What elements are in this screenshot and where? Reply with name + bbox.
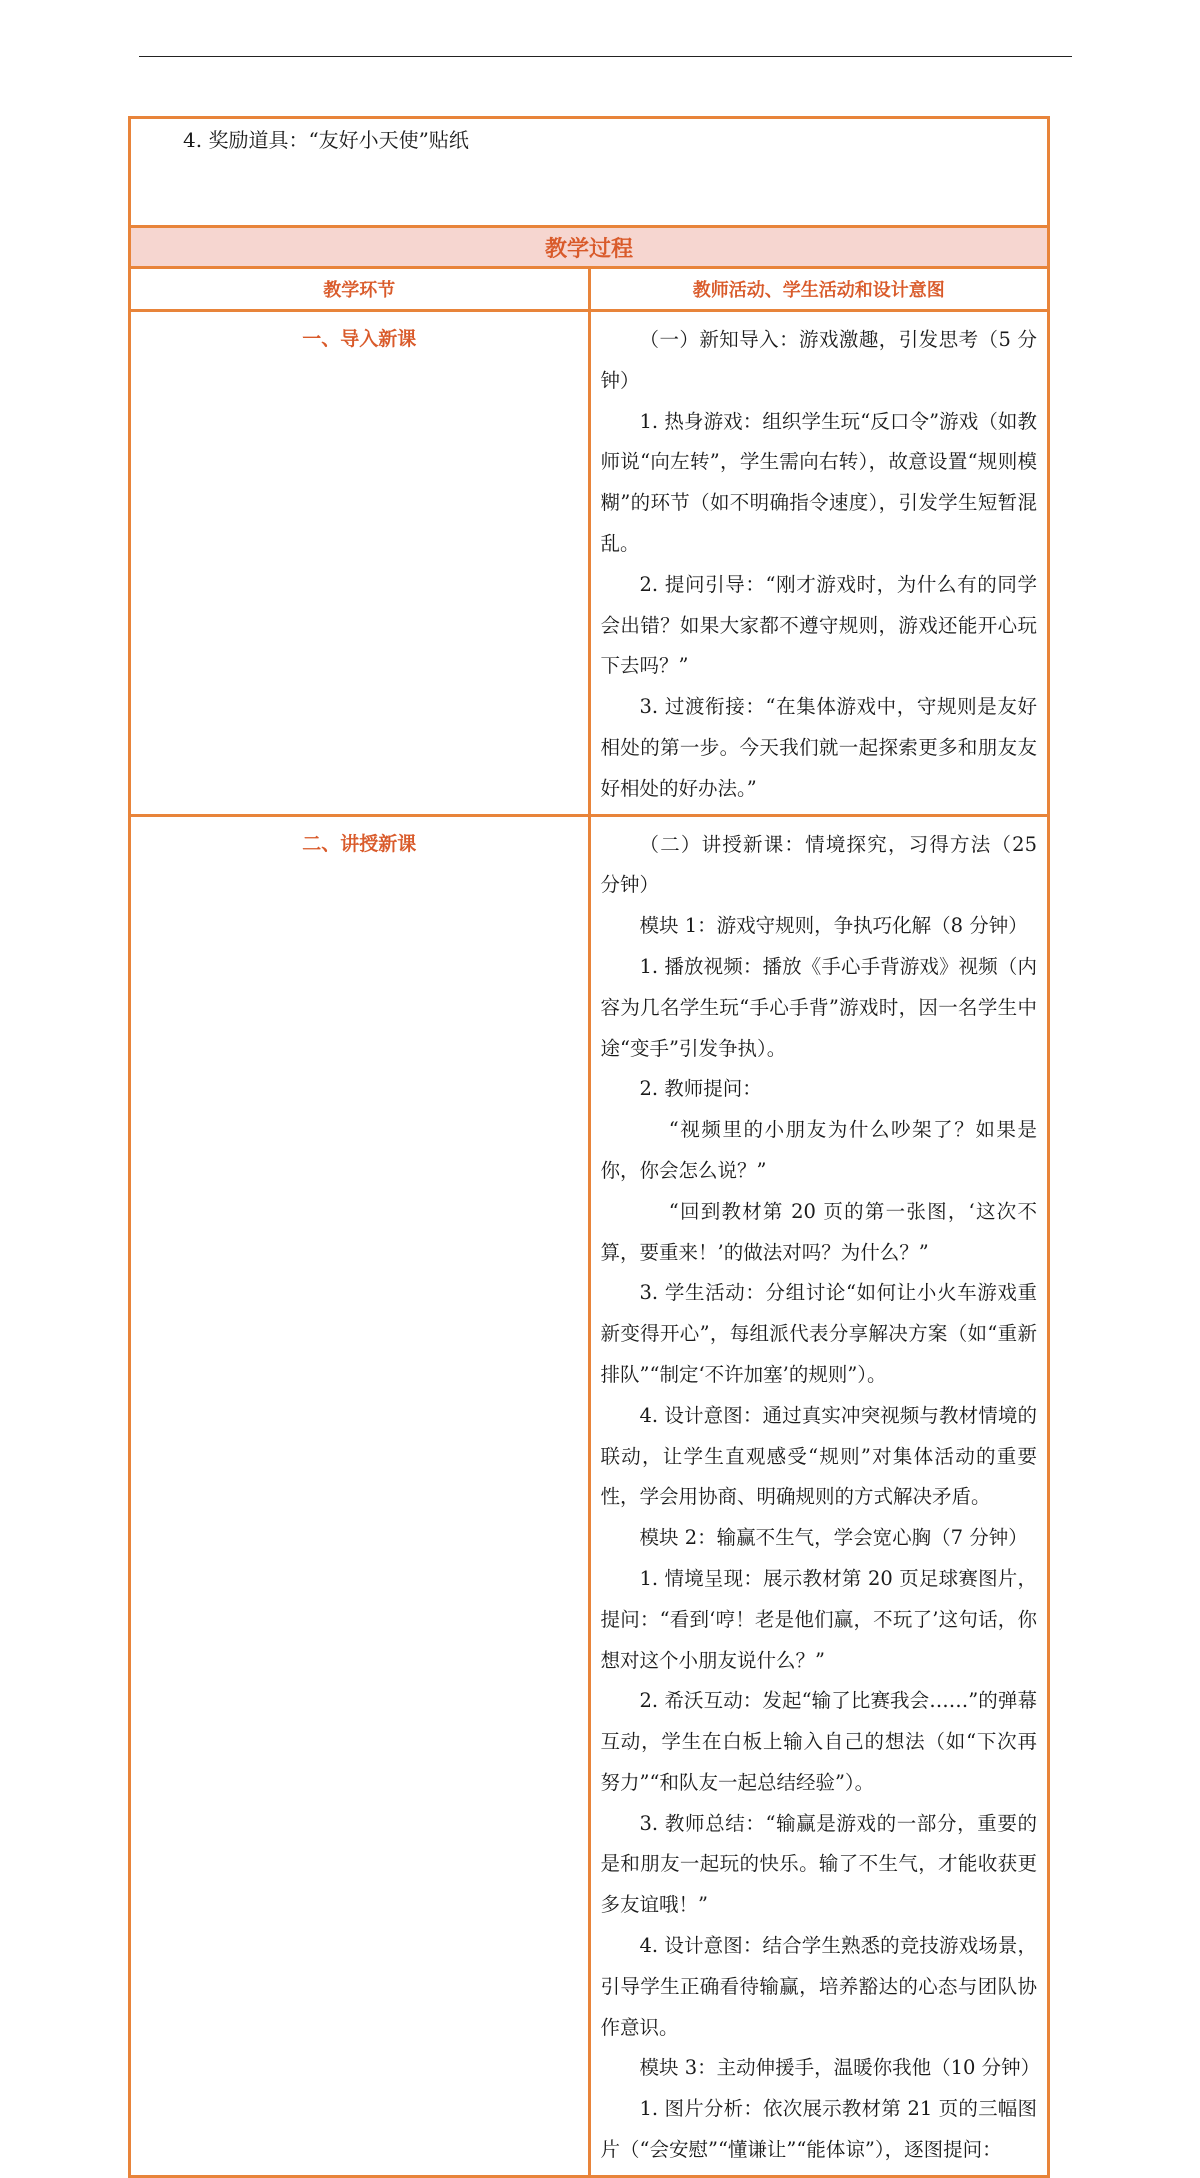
content-line: 模块 3：主动伸援手，温暖你我他（10 分钟） <box>639 2056 1041 2080</box>
material-item-4: 4. 奖励道具：“友好小天使”贴纸 <box>183 128 469 152</box>
content-line: 4. 设计意图：通过真实冲突视频与教材情境的联动，让学生直观感受“规则”对集体活动的重要性，学会用协商、明确规则的方式解决矛盾。 <box>600 1403 1037 1509</box>
content-line: 模块 2：输赢不生气，学会宽心胸（7 分钟） <box>639 1526 1028 1550</box>
stage-label-intro: 一、导入新课 <box>130 311 590 816</box>
section-title: 教学过程 <box>130 227 1049 268</box>
content-line: 2. 希沃互动：发起“输了比赛我会……”的弹幕互动，学生在白板上输入自己的想法（如“下次再努力”“和队友一起总结经验”）。 <box>600 1689 1037 1794</box>
content-line: “视频里的小朋友为什么吵架了？如果是你，你会怎么说？” <box>600 1118 1037 1182</box>
content-line: 1. 图片分析：依次展示教材第 21 页的三幅图片（“会安慰”“懂谦让”“能体谅”），逐图提问： <box>600 2097 1037 2162</box>
content-line: 1. 情境呈现：展示教材第 20 页足球赛图片，提问：“看到‘哼！老是他们赢，不玩了’这句话，你想对这个小朋友说什么？” <box>600 1566 1037 1672</box>
content-line: 2. 提问引导：“刚才游戏时，为什么有的同学会出错？如果大家都不遵守规则，游戏还能开心玩下去吗？” <box>600 572 1037 678</box>
stage-row-intro <box>130 311 1049 816</box>
content-line: （二）讲授新课：情境探究，习得方法（25 分钟） <box>600 832 1037 897</box>
content-line: 4. 设计意图：结合学生熟悉的竞技游戏场景，引导学生正确看待输赢，培养豁达的心态与团队协作意识。 <box>600 1934 1037 2039</box>
stage-content-teaching <box>589 815 1049 2176</box>
content-line: 3. 教师总结：“输赢是游戏的一部分，重要的是和朋友一起玩的快乐。输了不生气，才能收获更多友谊哦！” <box>600 1811 1037 1917</box>
section-title-row <box>130 227 1049 268</box>
content-line: 模块 1：游戏守规则，争执巧化解（8 分钟） <box>639 914 1028 938</box>
content-line: “回到教材第 20 页的第一张图，‘这次不算，要重来！’的做法对吗？为什么？” <box>600 1199 1037 1264</box>
content-line: 3. 过渡衔接：“在集体游戏中，守规则是友好相处的第一步。今天我们就一起探索更多和朋友友好相处的好办法。” <box>600 695 1037 800</box>
column-header-row <box>130 268 1049 311</box>
column-header-stage: 教学环节 <box>130 268 590 311</box>
materials-row <box>130 118 1049 227</box>
lesson-plan-table <box>128 116 1050 2178</box>
materials-cell <box>130 118 1049 227</box>
content-line: 2. 教师提问： <box>639 1077 762 1101</box>
header-rule <box>139 56 1072 57</box>
content-line: （一）新知导入：游戏激趣，引发思考（5 分钟） <box>600 328 1037 392</box>
stage-content-intro <box>589 311 1049 816</box>
column-header-activity: 教师活动、学生活动和设计意图 <box>589 268 1049 311</box>
content-line: 3. 学生活动：分组讨论“如何让小火车游戏重新变得开心”，每组派代表分享解决方案（如“重新排队”“制定‘不许加塞’的规则”）。 <box>600 1281 1037 1386</box>
stage-row-teaching <box>130 815 1049 2176</box>
content-line: 1. 热身游戏：组织学生玩“反口令”游戏（如教师说“向左转”，学生需向右转），故意设置“规则模糊”的环节（如不明确指令速度），引发学生短暂混乱。 <box>600 409 1037 555</box>
content-line: 1. 播放视频：播放《手心手背游戏》视频（内容为几名学生玩“手心手背”游戏时，因一名学生中途“变手”引发争执）。 <box>600 954 1037 1060</box>
stage-label-teaching: 二、讲授新课 <box>130 815 590 2176</box>
